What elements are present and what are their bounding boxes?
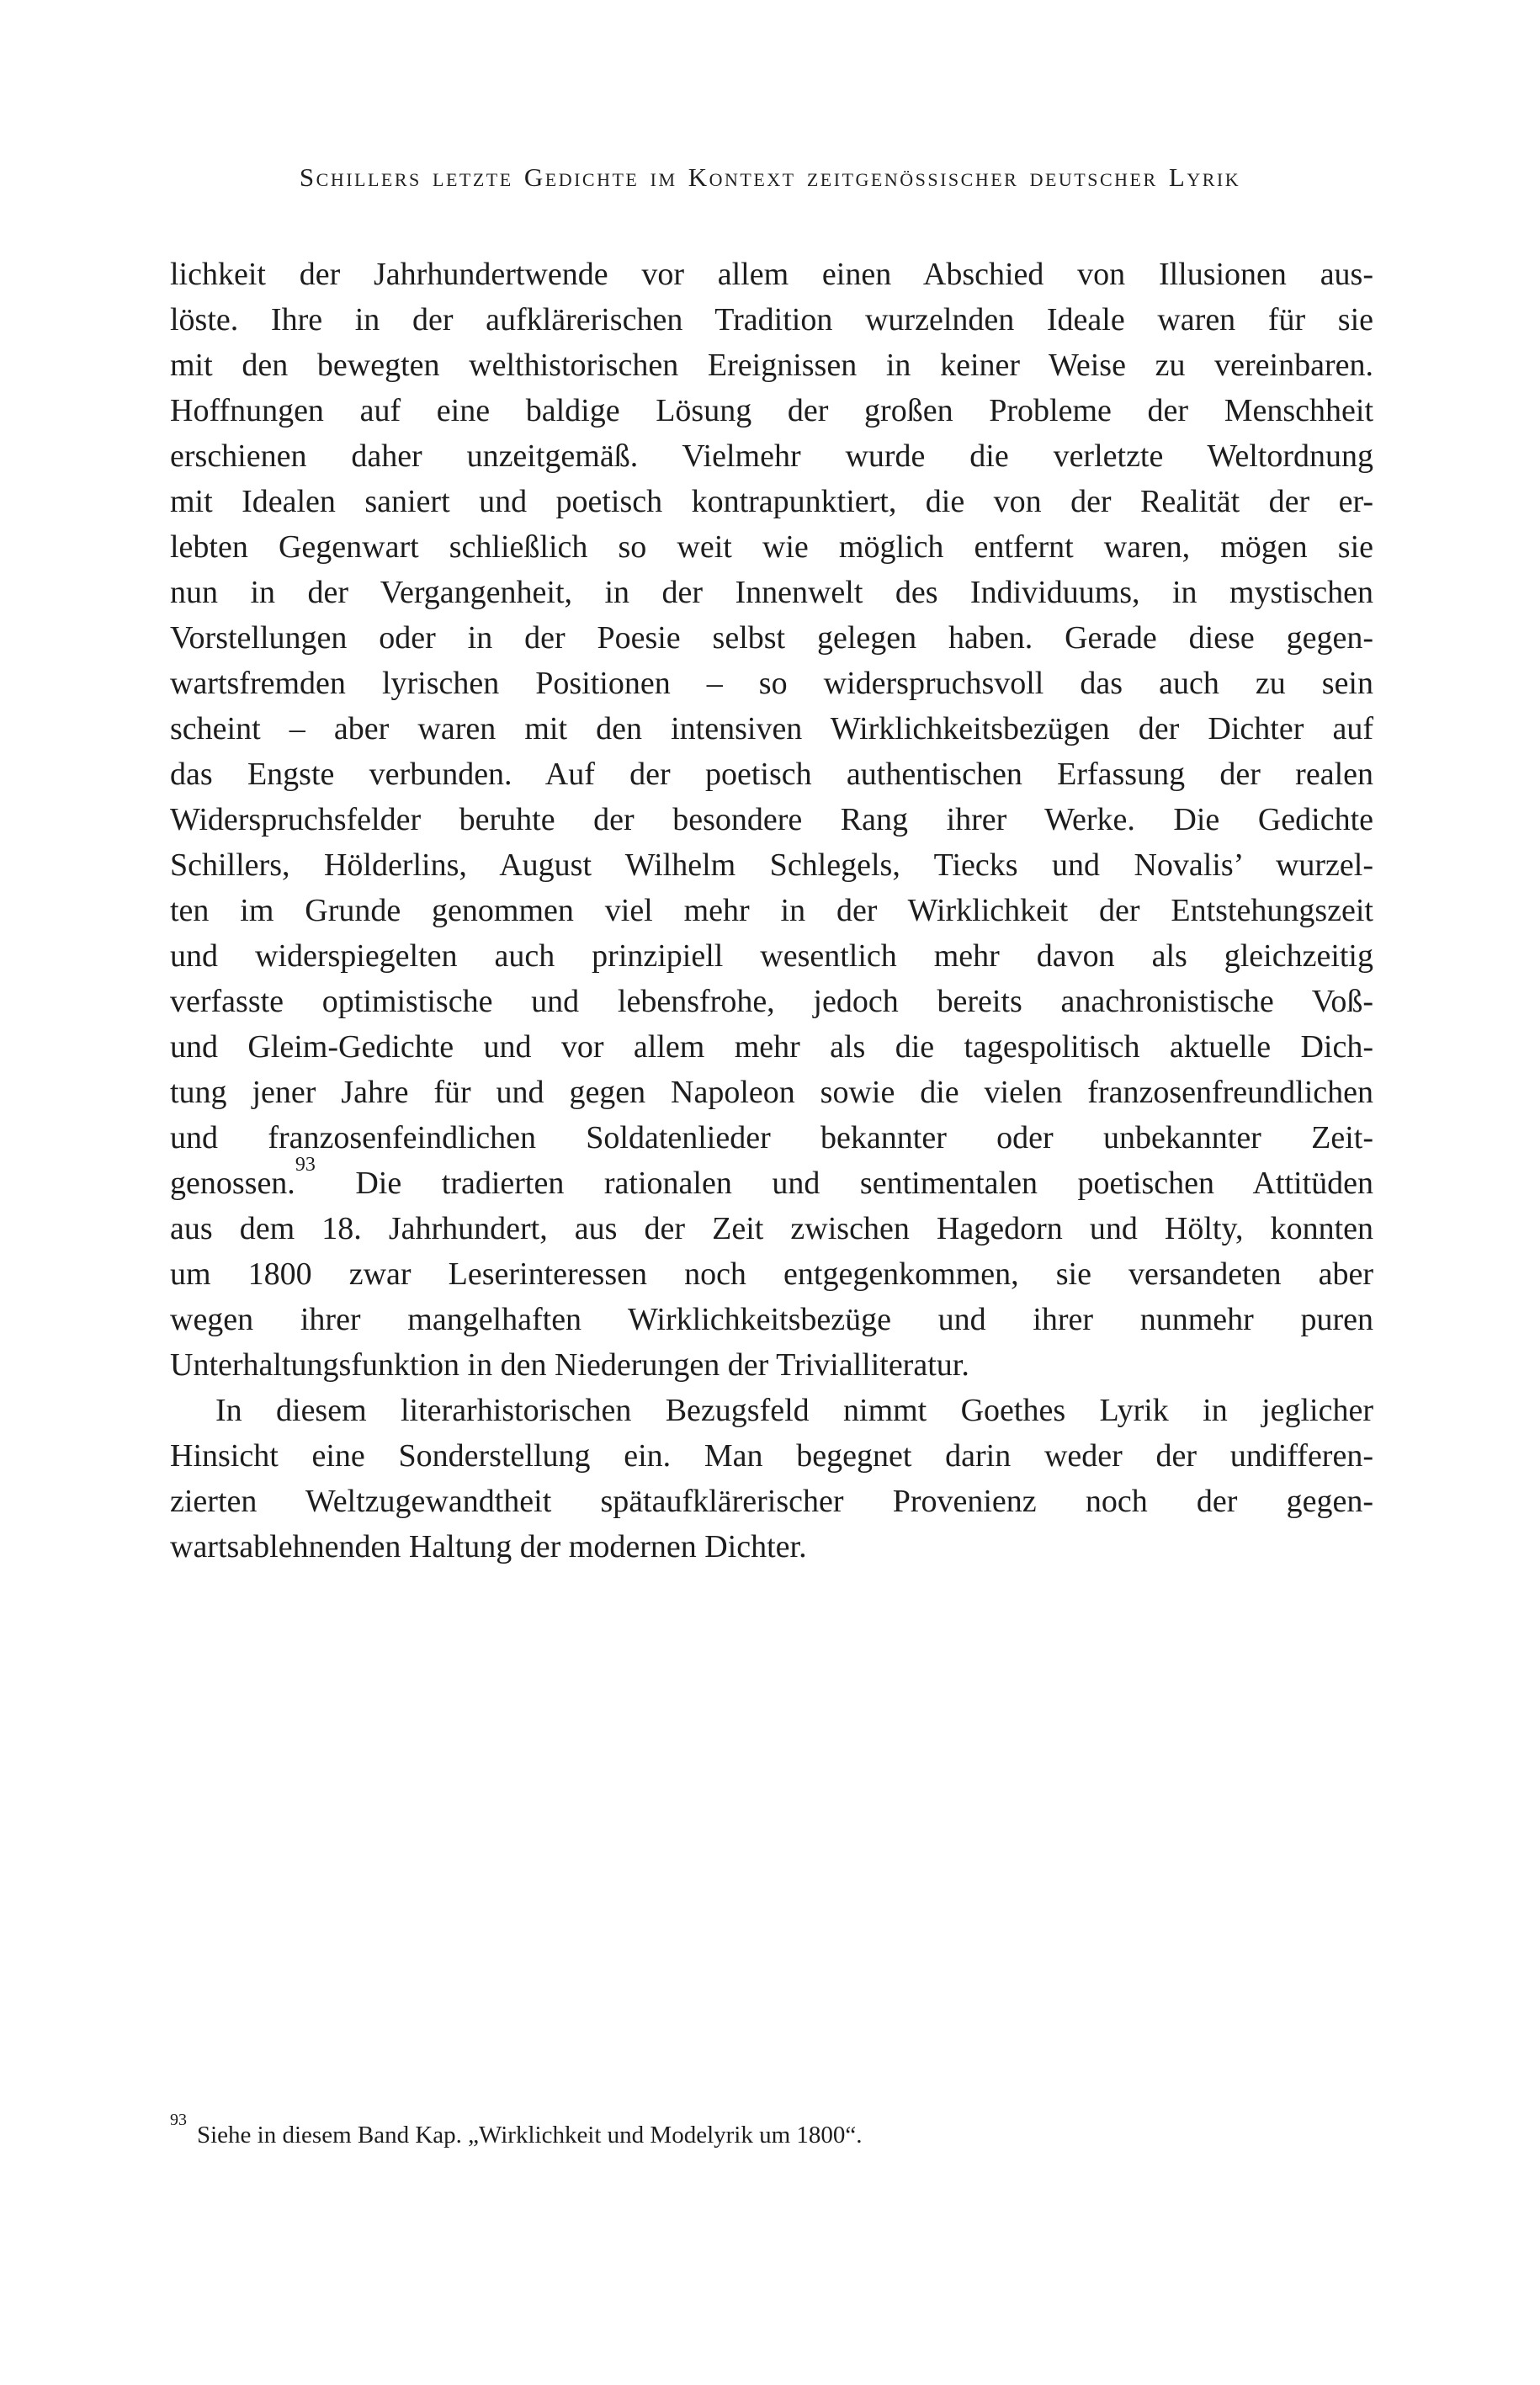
body-line: aus dem 18. Jahrhundert, aus der Zeit zwischen Hagedorn und Hölty, konnten [170, 1211, 1373, 1246]
body-line-text: genossen. [170, 1166, 295, 1201]
body-line: und Gleim-Gedichte und vor allem mehr als die tagespolitisch aktuelle Dich- [170, 1029, 1373, 1065]
body-line: wartsablehnenden Haltung der modernen Dichter. [170, 1529, 807, 1564]
body-line: lichkeit der Jahrhundertwende vor allem einen Abschied von Illusionen aus- [170, 257, 1373, 292]
body-line-text: Die tradierten rationalen und sentimentalen poetischen Attitüden [315, 1166, 1373, 1201]
body-line: scheint – aber waren mit den intensiven Wirklichkeitsbezügen der Dichter auf [170, 711, 1373, 746]
body-line: und widerspiegelten auch prinzipiell wesentlich mehr davon als gleichzeitig [170, 938, 1373, 974]
body-line: mit den bewegten welthistorischen Ereignissen in keiner Weise zu vereinbaren. [170, 348, 1373, 383]
body-line: Vorstellungen oder in der Poesie selbst gelegen haben. Gerade diese gegen- [170, 620, 1373, 656]
body-line: Hinsicht eine Sonderstellung ein. Man begegnet darin weder der undifferen- [170, 1438, 1373, 1474]
footnote [170, 2111, 1373, 2151]
body-line: Schillers, Hölderlins, August Wilhelm Schlegels, Tiecks und Novalis’ wurzel- [170, 847, 1373, 883]
body-line: löste. Ihre in der aufklärerischen Tradition wurzelnden Ideale waren für sie [170, 302, 1373, 337]
footnote-marker: 93 [170, 2111, 187, 2130]
body-text [170, 252, 1373, 1570]
body-line: nun in der Vergangenheit, in der Innenwelt des Individuums, in mystischen [170, 575, 1373, 610]
body-line: verfasste optimistische und lebensfrohe, jedoch bereits anachronistische Voß- [170, 984, 1373, 1019]
body-line: und franzosenfeindlichen Soldatenlieder bekannter oder unbekannter Zeit- [170, 1120, 1373, 1155]
footnote-text: Siehe in diesem Band Kap. „Wirklichkeit und Modelyrik um 1800“. [197, 2122, 863, 2149]
body-line: das Engste verbunden. Auf der poetisch authentischen Erfassung der realen [170, 757, 1373, 792]
body-line-with-footnote-ref [170, 1154, 1373, 1206]
body-line: zierten Weltzugewandtheit spätaufklärerischer Provenienz noch der gegen- [170, 1484, 1373, 1519]
body-line: tung jener Jahre für und gegen Napoleon sowie die vielen franzosenfreundlichen [170, 1075, 1373, 1110]
body-line: ten im Grunde genommen viel mehr in der Wirklichkeit der Entstehungszeit [170, 893, 1373, 928]
body-line: lebten Gegenwart schließlich so weit wie möglich entfernt waren, mögen sie [170, 529, 1373, 565]
body-line: erschienen daher unzeitgemäß. Vielmehr wurde die verletzte Weltordnung [170, 438, 1373, 474]
body-line: Hoffnungen auf eine baldige Lösung der großen Probleme der Menschheit [170, 393, 1373, 428]
body-line: wegen ihrer mangelhaften Wirklichkeitsbezüge und ihrer nunmehr puren [170, 1302, 1373, 1337]
body-line: Unterhaltungsfunktion in den Niederungen der Trivialliteratur. [170, 1347, 969, 1383]
body-line: mit Idealen saniert und poetisch kontrapunktiert, die von der Realität der er- [170, 484, 1373, 519]
body-line: In diesem literarhistorischen Bezugsfeld nimmt Goethes Lyrik in jeglicher [215, 1393, 1373, 1428]
body-line: um 1800 zwar Leserinteressen noch entgegenkommen, sie versandeten aber [170, 1256, 1373, 1292]
footnote-reference-marker: 93 [295, 1154, 316, 1177]
body-line: Widerspruchsfelder beruhte der besondere Rang ihrer Werke. Die Gedichte [170, 802, 1373, 837]
running-header: Schillers letzte Gedichte im Kontext zeitgenössischer deutscher Lyrik [299, 162, 1241, 192]
body-line: wartsfremden lyrischen Positionen – so widerspruchsvoll das auch zu sein [170, 666, 1373, 701]
